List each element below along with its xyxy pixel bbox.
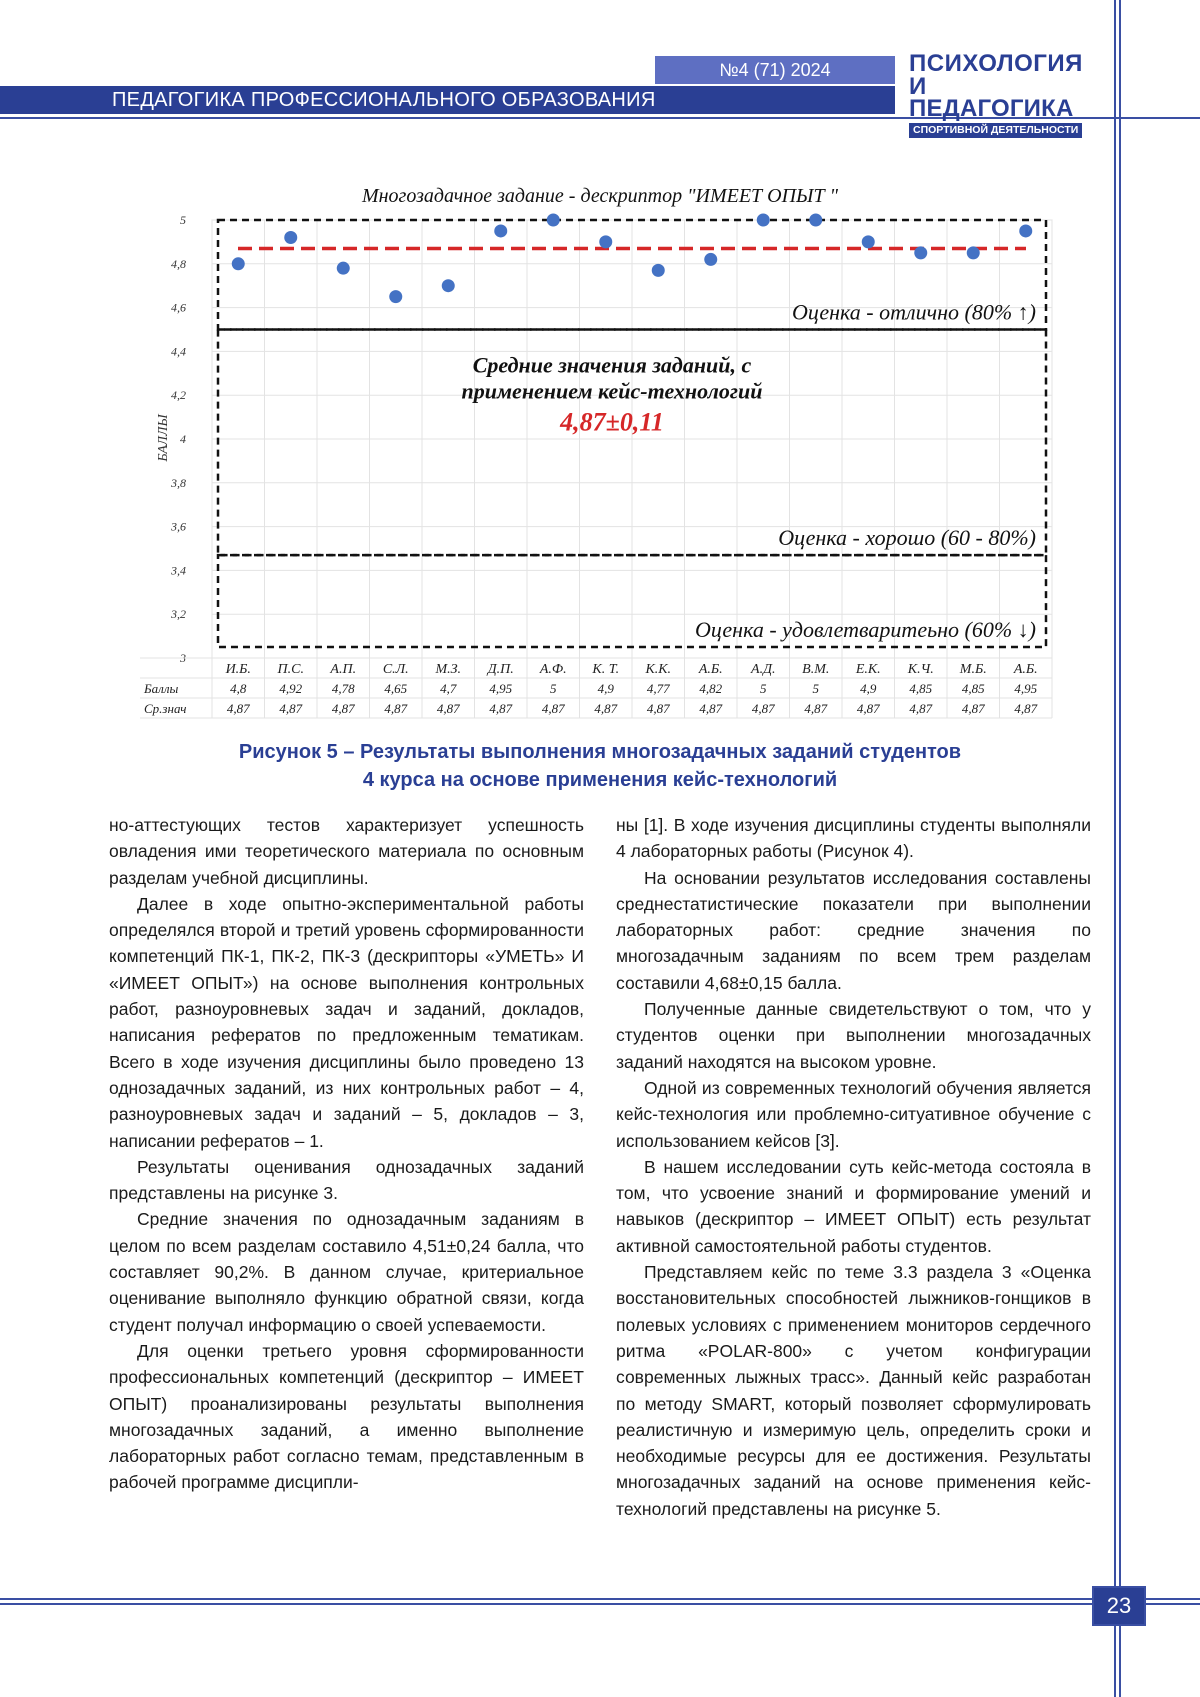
figure-caption-line1: Рисунок 5 – Результаты выполнения многозадачных заданий студентов bbox=[238, 741, 962, 763]
table-cell: 4,87 bbox=[909, 701, 933, 716]
x-category-label: И.Б. bbox=[225, 662, 251, 677]
table-row-label: Ср.знач bbox=[144, 701, 187, 716]
journal-logo bbox=[909, 52, 1089, 138]
x-category-label: А.П. bbox=[330, 662, 357, 677]
table-cell: 4,87 bbox=[279, 701, 303, 716]
table-cell: 4,87 bbox=[751, 701, 775, 716]
data-point bbox=[704, 253, 717, 266]
x-category-label: М.Б. bbox=[959, 662, 987, 677]
data-point bbox=[337, 262, 350, 275]
paragraph: Одной из современных технологий обучения является кейс-технология или проблемно-ситуативное обучение с использованием кейсов [3]. bbox=[616, 1077, 1091, 1151]
x-category-label: С.Л. bbox=[382, 662, 409, 677]
zone-label: Оценка - хорошо (60 - 80%) bbox=[778, 525, 1036, 551]
figure-5-chart bbox=[140, 180, 1060, 735]
chart-svg bbox=[140, 180, 1060, 735]
journal-logo-line3: СПОРТИВНОЙ ДЕЯТЕЛЬНОСТИ bbox=[909, 123, 1082, 138]
y-tick-label: 5 bbox=[180, 213, 186, 227]
table-cell: 4,8 bbox=[230, 681, 247, 696]
data-point bbox=[652, 264, 665, 277]
table-cell: 4,87 bbox=[1014, 701, 1038, 716]
x-category-label: А.Б. bbox=[1013, 662, 1038, 677]
figure-caption bbox=[150, 738, 1050, 794]
table-cell: 4,87 bbox=[384, 701, 408, 716]
data-point bbox=[757, 214, 770, 227]
paragraph: Результаты оценивания однозадачных заданий представлены на рисунке 3. bbox=[109, 1156, 584, 1204]
x-category-label: Е.К. bbox=[855, 662, 881, 677]
table-cell: 4,77 bbox=[646, 681, 670, 696]
table-cell: 4,87 bbox=[436, 701, 460, 716]
y-tick-label: 4,2 bbox=[171, 388, 186, 403]
table-cell: 4,85 bbox=[909, 681, 933, 696]
table-cell: 4,85 bbox=[961, 681, 985, 696]
journal-logo-line2: И ПЕДАГОГИКА bbox=[909, 73, 1074, 122]
x-category-label: П.С. bbox=[277, 662, 304, 677]
data-point bbox=[442, 279, 455, 292]
data-point bbox=[284, 231, 297, 244]
paragraph: ны [1]. В ходе изучения дисциплины студенты выполняли 4 лабораторных работы (Рисунок 4). bbox=[616, 815, 1091, 862]
zone-label: Оценка - удовлетваритеьно (60% ↓) bbox=[694, 617, 1036, 643]
table-cell: 5 bbox=[550, 681, 557, 696]
x-category-label: К. Т. bbox=[592, 662, 620, 677]
x-category-label: М.З. bbox=[435, 662, 462, 677]
paragraph: Средние значения по однозадачным заданиям в целом по всем разделам составило 4,51±0,24 балла, что составляет 90,2%. В данном случае, критериальное оценивание выполняло функцию обратной связи, когда студент получал информацию о своей успеваемости. bbox=[109, 1209, 584, 1335]
y-tick-label: 3,8 bbox=[171, 475, 186, 490]
table-cell: 4,95 bbox=[1014, 681, 1038, 696]
annotation-line1: Средние значения заданий, с bbox=[472, 352, 752, 378]
y-tick-label: 4,4 bbox=[171, 344, 186, 359]
table-cell: 4,87 bbox=[646, 701, 670, 716]
table-cell: 4,87 bbox=[541, 701, 565, 716]
table-cell: 4,87 bbox=[226, 701, 250, 716]
table-cell: 4,92 bbox=[279, 681, 303, 696]
data-point bbox=[547, 214, 560, 227]
table-cell: 4,95 bbox=[489, 681, 513, 696]
frame-line-right-2 bbox=[1119, 0, 1121, 1697]
data-point bbox=[1019, 224, 1032, 237]
data-point bbox=[494, 224, 507, 237]
table-cell: 5 bbox=[812, 681, 819, 696]
figure-caption-line2: 4 курса на основе применения кейс-технологий bbox=[362, 769, 838, 791]
data-point bbox=[232, 257, 245, 270]
paragraph: Далее в ходе опытно-экспериментальной работы определялся второй и третий уровень сформированности компетенций ПК-1, ПК-2, ПК-3 (дескрипторы «УМЕТЬ» И «ИМЕЕТ ОПЫТ») на основе выполнения контрольных работ, разноуровневых задач и заданий, докладов, написания рефератов по предложенным тематикам. Всего в ходе изучения дисциплины было проведено 13 однозадачных заданий, из них контрольных работ – 4, разноуровневых задач и заданий – 5, докладов – 3, написании рефератов – 1. bbox=[109, 893, 584, 1151]
issue-number: №4 (71) 2024 bbox=[655, 56, 895, 84]
paragraph: но-аттестующих тестов характеризует успешность овладения ими теоретического материала по основным разделам учебной дисциплины. bbox=[109, 815, 584, 888]
annotation-line2: применением кейс-технологий bbox=[461, 378, 763, 404]
y-tick-label: 4,8 bbox=[171, 256, 186, 271]
page-number: 23 bbox=[1092, 1586, 1146, 1626]
y-tick-label: 4 bbox=[180, 432, 186, 446]
paragraph: Представляем кейс по теме 3.3 раздела 3 «Оценка восстановительных способностей лыжников-гонщиков в полевых условиях с применением мониторов сердечного ритма «POLAR-800» с учетом конфигурации современных лыжных трасс». Данный кейс разработан по методу SMART, который позволяет сформулировать реалистичную и измеримую цель, определить сроки и необходимые ресурсы для ее достижения. Результаты многозадачных заданий на основе применения кейс-технологий представлены на рисунке 5. bbox=[616, 1262, 1091, 1519]
x-category-label: А.Ф. bbox=[539, 662, 567, 677]
table-cell: 4,87 bbox=[856, 701, 880, 716]
table-cell: 4,87 bbox=[594, 701, 618, 716]
frame-line-right-1 bbox=[1114, 0, 1116, 1697]
table-cell: 4,7 bbox=[440, 681, 457, 696]
table-cell: 4,65 bbox=[384, 681, 408, 696]
x-category-label: К.Ч. bbox=[907, 662, 934, 677]
x-category-label: Д.П. bbox=[487, 662, 514, 677]
table-cell: 4,87 bbox=[699, 701, 723, 716]
x-category-label: К.К. bbox=[645, 662, 672, 677]
y-axis-label: БАЛЛЫ bbox=[156, 414, 171, 462]
journal-logo-line1: ПСИХОЛОГИЯ bbox=[909, 50, 1083, 77]
y-tick-label: 3 bbox=[180, 651, 186, 665]
frame-line-bottom-1 bbox=[0, 1598, 1200, 1600]
paragraph: Для оценки третьего уровня сформированности профессиональных компетенций (дескриптор – ИМЕЕТ ОПЫТ) проанализированы результаты выполнения многозадачных заданий, а именно выполнение лабораторных работ согласно темам, представленным в рабочей программе дисципли- bbox=[109, 1340, 584, 1493]
x-category-label: А.Б. bbox=[698, 662, 723, 677]
table-cell: 4,87 bbox=[961, 701, 985, 716]
annotation-value: 4,87±0,11 bbox=[560, 407, 664, 437]
x-category-label: В.М. bbox=[802, 662, 830, 677]
table-cell: 4,87 bbox=[804, 701, 828, 716]
data-point bbox=[914, 246, 927, 259]
table-cell: 4,9 bbox=[860, 681, 877, 696]
data-point bbox=[862, 235, 875, 248]
y-tick-label: 4,6 bbox=[171, 300, 186, 315]
data-point bbox=[967, 246, 980, 259]
x-category-label: А.Д. bbox=[751, 662, 776, 677]
table-cell: 4,87 bbox=[331, 701, 355, 716]
section-title: ПЕДАГОГИКА ПРОФЕССИОНАЛЬНОГО ОБРАЗОВАНИЯ bbox=[112, 89, 656, 111]
frame-line-bottom-2 bbox=[0, 1603, 1200, 1605]
chart-title: Многозадачное задание - дескриптор "ИМЕЕТ ОПЫТ " bbox=[361, 185, 839, 207]
data-point bbox=[599, 235, 612, 248]
y-tick-label: 3,6 bbox=[171, 519, 186, 534]
paragraph: Полученные данные свидетельствуют о том, что у студентов оценки при выполнении многозадачных заданий находятся на высоком уровне. bbox=[616, 999, 1091, 1072]
data-point bbox=[809, 214, 822, 227]
table-cell: 5 bbox=[760, 681, 767, 696]
paragraph: В нашем исследовании суть кейс-метода состояла в том, что усвоение знаний и формирование умений и навыков (дескриптор – ИМЕЕТ ОПЫТ) есть результат активной самостоятельной работы студентов. bbox=[616, 1156, 1091, 1256]
y-tick-label: 3,4 bbox=[171, 563, 186, 578]
right-column bbox=[616, 812, 1091, 1522]
table-cell: 4,87 bbox=[489, 701, 513, 716]
table-cell: 4,82 bbox=[699, 681, 723, 696]
table-row-label: Баллы bbox=[144, 681, 179, 696]
zone-label: Оценка - отлично (80% ↑) bbox=[791, 299, 1036, 325]
table-cell: 4,78 bbox=[331, 681, 355, 696]
left-column bbox=[109, 812, 584, 1496]
y-tick-label: 3,2 bbox=[171, 607, 186, 622]
table-cell: 4,9 bbox=[597, 681, 614, 696]
data-point bbox=[389, 290, 402, 303]
paragraph: На основании результатов исследования составлены среднестатистические показатели при выполнении лабораторных работ: средние значения по многозадачным заданиям по всем трем разделам составили 4,68±0,15 балла. bbox=[616, 867, 1091, 993]
